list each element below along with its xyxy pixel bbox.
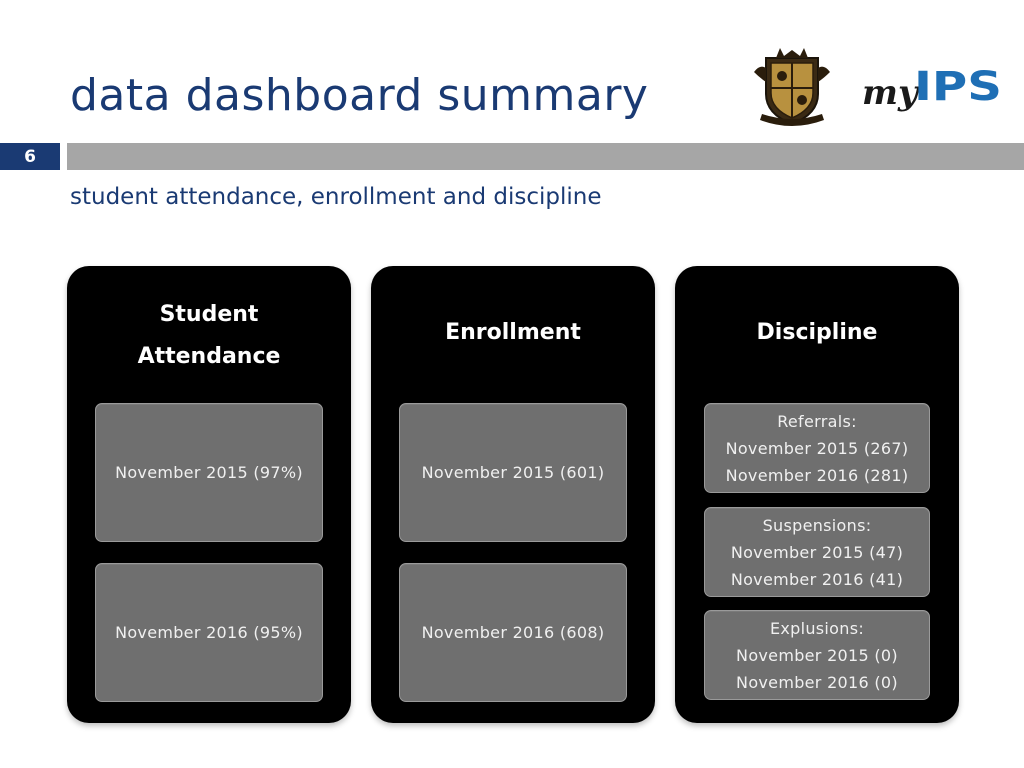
suspensions-2015: November 2015 (47) — [730, 542, 904, 562]
suspensions-label: Suspensions: — [762, 515, 872, 535]
referrals-label: Referrals: — [777, 411, 857, 431]
attendance-panel-title: Student Attendance — [137, 302, 281, 369]
attendance-2016-box: November 2016 (95%) — [95, 563, 323, 702]
page-subtitle: student attendance, enrollment and discipline — [70, 184, 602, 210]
referrals-box — [704, 403, 930, 493]
enrollment-panel-title: Enrollment — [445, 320, 581, 345]
suspensions-box — [704, 507, 930, 597]
expulsions-2016: November 2016 (0) — [736, 672, 898, 692]
myips-logo — [860, 58, 1005, 124]
logo-ips-text: IPS — [914, 64, 1002, 110]
header-rule — [67, 143, 1024, 170]
enrollment-2016-box: November 2016 (608) — [399, 563, 627, 702]
slide-number: 6 — [0, 143, 60, 170]
attendance-2015-box: November 2015 (97%) — [95, 403, 323, 542]
attendance-panel — [67, 266, 351, 723]
enrollment-2015-box: November 2015 (601) — [399, 403, 627, 542]
expulsions-label: Explusions: — [769, 618, 865, 638]
suspensions-2016: November 2016 (41) — [730, 569, 904, 589]
referrals-2016: November 2016 (281) — [725, 465, 909, 485]
discipline-panel — [675, 266, 959, 723]
expulsions-2015: November 2015 (0) — [736, 645, 898, 665]
logo-my-text: my — [862, 73, 918, 113]
school-seal-logo — [752, 42, 832, 128]
referrals-2015: November 2015 (267) — [725, 438, 909, 458]
page-title: data dashboard summary — [70, 70, 649, 121]
discipline-panel-title: Discipline — [756, 320, 878, 345]
expulsions-box — [704, 610, 930, 700]
enrollment-panel — [371, 266, 655, 723]
